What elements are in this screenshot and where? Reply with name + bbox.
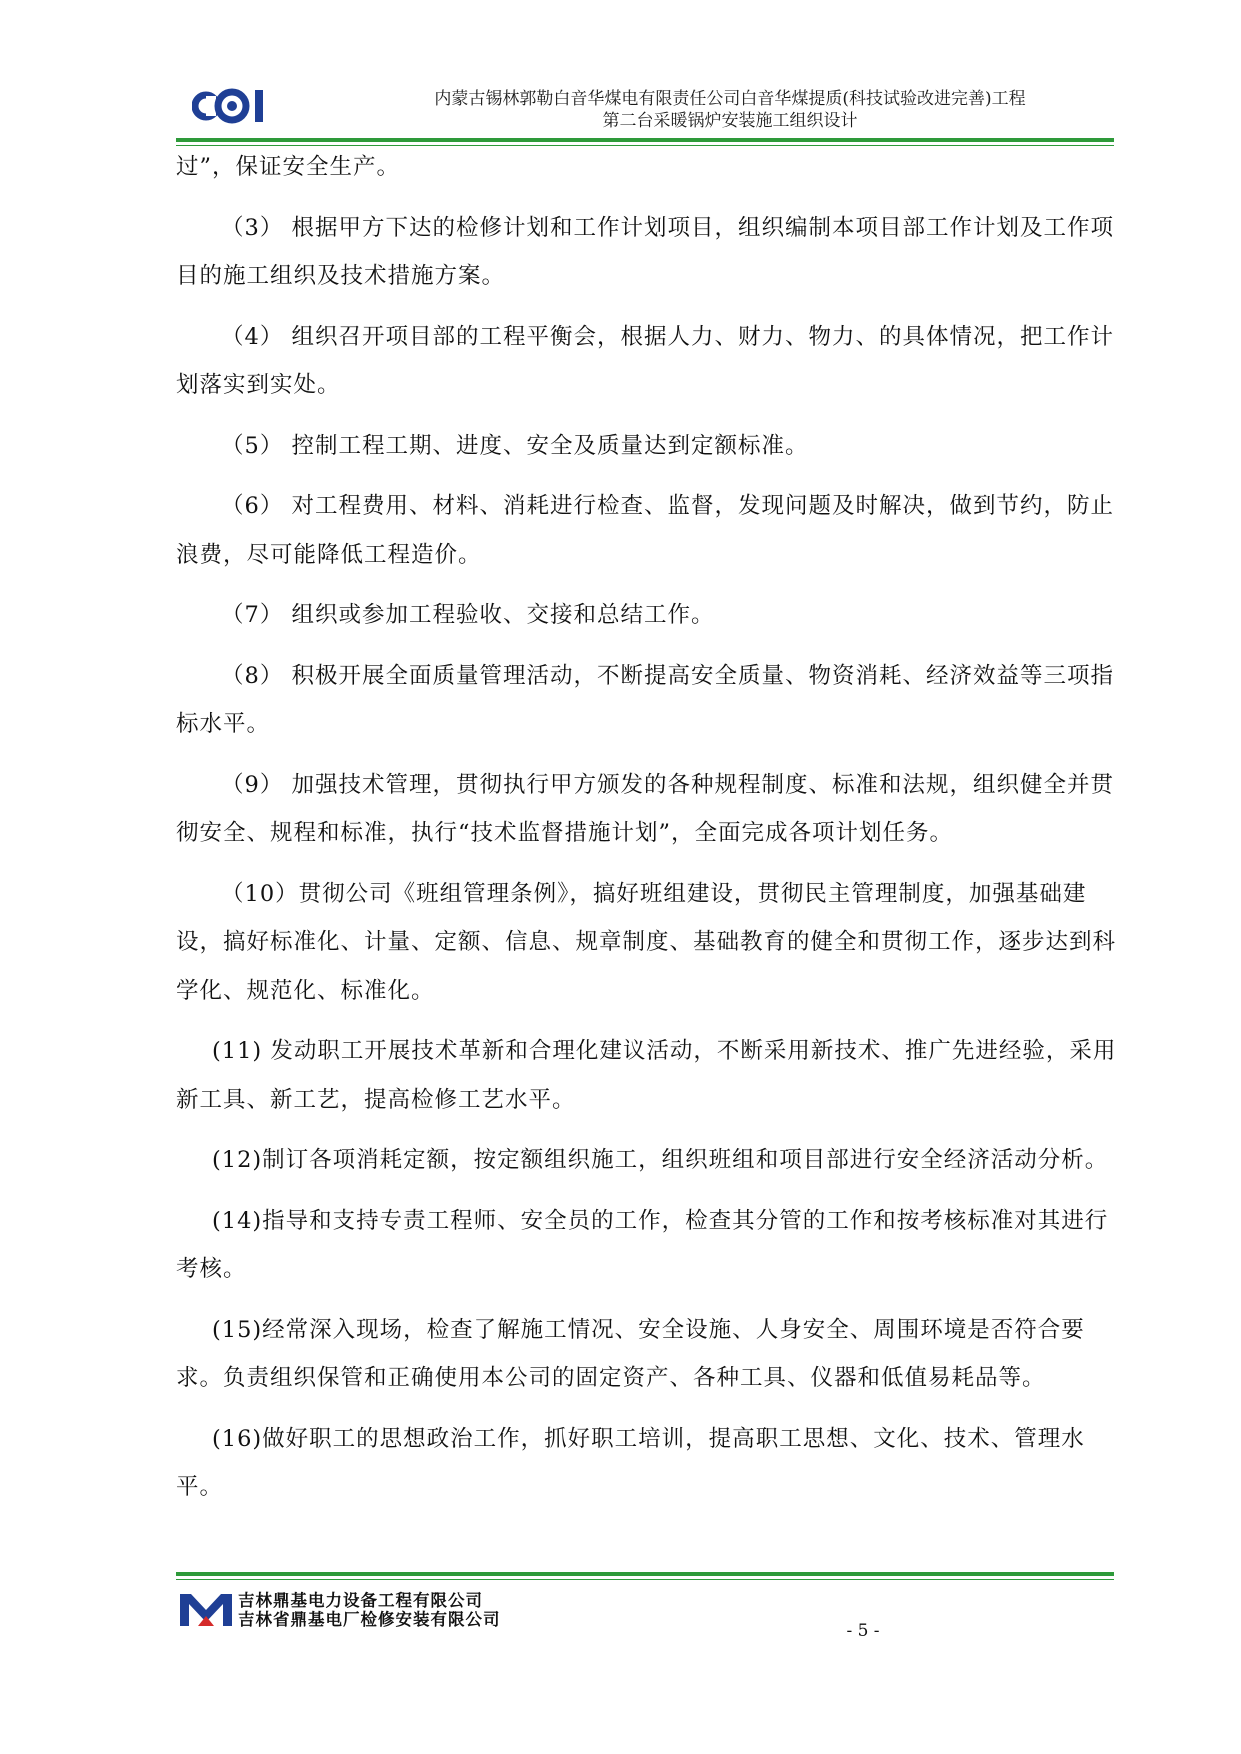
paragraph-continuation: 过”，保证安全生产。 [176,154,401,180]
paragraph-item-7: （7） 组织或参加工程验收、交接和总结工作。 [221,602,715,628]
page-footer [0,1560,1241,1754]
paragraph-item-16: (16)做好职工的思想政治工作，抓好职工培训，提高职工思想、文化、技术、管理水平。 [176,1425,1085,1500]
document-title [330,88,1130,132]
paragraph-item-3: （3） 根据甲方下达的检修计划和工作计划项目，组织编制本项目部工作计划及工作项目的施工组织及技术措施方案。 [176,214,1114,289]
paragraph-item-10: （10）贯彻公司《班组管理条例》，搞好班组建设，贯彻民主管理制度，加强基础建设，搞好标准化、计量、定额、信息、规章制度、基础教育的健全和贯彻工作，逐步达到科学化、规范化、标准化。 [176,880,1117,1004]
paragraph-item-9: （9） 加强技术管理，贯彻执行甲方颁发的各种规程制度、标准和法规，组织健全并贯彻安全、规程和标准，执行“技术监督措施计划”，全面完成各项计划任务。 [176,771,1114,846]
page-number: - 5 - [846,1621,880,1641]
company-name-1: 吉林鼎基电力设备工程有限公司 [238,1591,483,1610]
page-header [0,0,1241,150]
coi-logo-icon [192,86,278,126]
company-name-2: 吉林省鼎基电厂检修安装有限公司 [238,1610,501,1629]
title-line-1: 内蒙古锡林郭勒白音华煤电有限责任公司白音华煤提质(科技试验改进完善)工程 [434,89,1026,109]
paragraph-item-6: （6） 对工程费用、材料、消耗进行检查、监督，发现问题及时解决，做到节约，防止浪费，尽可能降低工程造价。 [176,493,1114,568]
footer-divider [176,1572,1114,1582]
paragraph-item-5: （5） 控制工程工期、进度、安全及质量达到定额标准。 [221,432,809,459]
paragraph-item-8: （8） 积极开展全面质量管理活动，不断提高安全质量、物资消耗、经济效益等三项指标水平。 [176,662,1114,737]
paragraph-item-12: (12)制订各项消耗定额，按定额组织施工，组织班组和项目部进行安全经济活动分析。 [212,1147,1109,1173]
title-line-2: 第二台采暖锅炉安装施工组织设计 [602,111,858,131]
body-text [176,143,1121,1512]
paragraph-item-4: （4） 组织召开项目部的工程平衡会，根据人力、财力、物力、的具体情况，把工作计划落实到实处。 [176,323,1114,398]
paragraph-item-11: (11) 发动职工开展技术革新和合理化建议活动，不断采用新技术、推广先进经验，采用新工具、新工艺，提高检修工艺水平。 [176,1038,1117,1113]
paragraph-item-15: (15)经常深入现场，检查了解施工情况、安全设施、人身安全、周围环境是否符合要求。负责组织保管和正确使用本公司的固定资产、各种工具、仪器和低值易耗品等。 [176,1316,1085,1391]
company-names [238,1591,501,1629]
dingji-logo-icon [180,1594,232,1626]
paragraph-item-14: (14)指导和支持专责工程师、安全员的工作，检查其分管的工作和按考核标准对其进行考核。 [176,1207,1109,1282]
